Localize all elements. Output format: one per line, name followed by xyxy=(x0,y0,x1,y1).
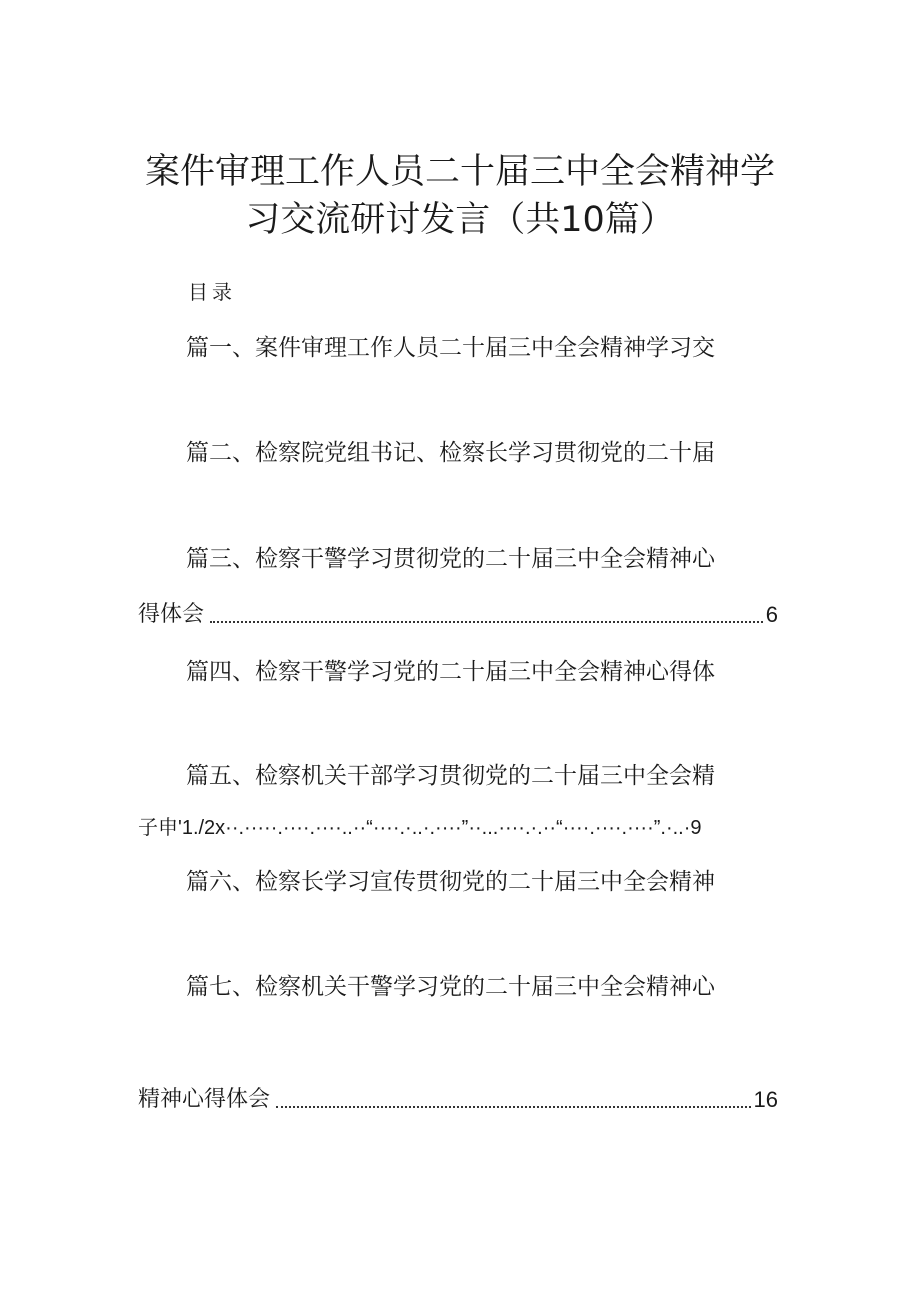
dot-leader xyxy=(276,1106,751,1108)
toc-entry-7[interactable]: 篇七、检察机关干警学习党的二十届三中全会精神心 xyxy=(186,974,715,1000)
toc-entry-3[interactable]: 篇三、检察干警学习贯彻党的二十届三中全会精神心 xyxy=(186,546,715,572)
toc-entry-6[interactable]: 篇六、检察长学习宣传贯彻党的二十届三中全会精神 xyxy=(186,869,715,895)
toc-entry-5-garbled-line: 子申'1./2x··.·····.····.····..··“····.·..·.····”··...····.·.··“····.····.····”.·..·9 xyxy=(138,817,702,839)
toc-entry-1[interactable]: 篇一、案件审理工作人员二十届三中全会精神学习交 xyxy=(186,335,715,361)
toc-final-leader-text: 精神心得体会 xyxy=(138,1087,271,1112)
toc-entry-2[interactable]: 篇二、检察院党组书记、检察长学习贯彻党的二十届 xyxy=(186,440,715,466)
toc-entry-4[interactable]: 篇四、检察干警学习党的二十届三中全会精神心得体 xyxy=(186,659,715,685)
toc-entry-3-continuation: 得体会 xyxy=(138,602,205,627)
dot-leader xyxy=(210,621,763,623)
document-title-line-1: 案件审理工作人员二十届三中全会精神学 xyxy=(144,152,775,192)
toc-final-leader[interactable] xyxy=(138,1084,778,1116)
toc-heading: 目录 xyxy=(188,280,236,304)
toc-final-page-number: 16 xyxy=(753,1087,778,1112)
toc-entry-5[interactable]: 篇五、检察机关干部学习贯彻党的二十届三中全会精 xyxy=(186,763,715,789)
document-title-line-2: 习交流研讨发言（共10篇） xyxy=(245,200,675,240)
toc-entry-3-leader[interactable] xyxy=(138,599,778,631)
toc-entry-3-page-number: 6 xyxy=(765,602,778,627)
